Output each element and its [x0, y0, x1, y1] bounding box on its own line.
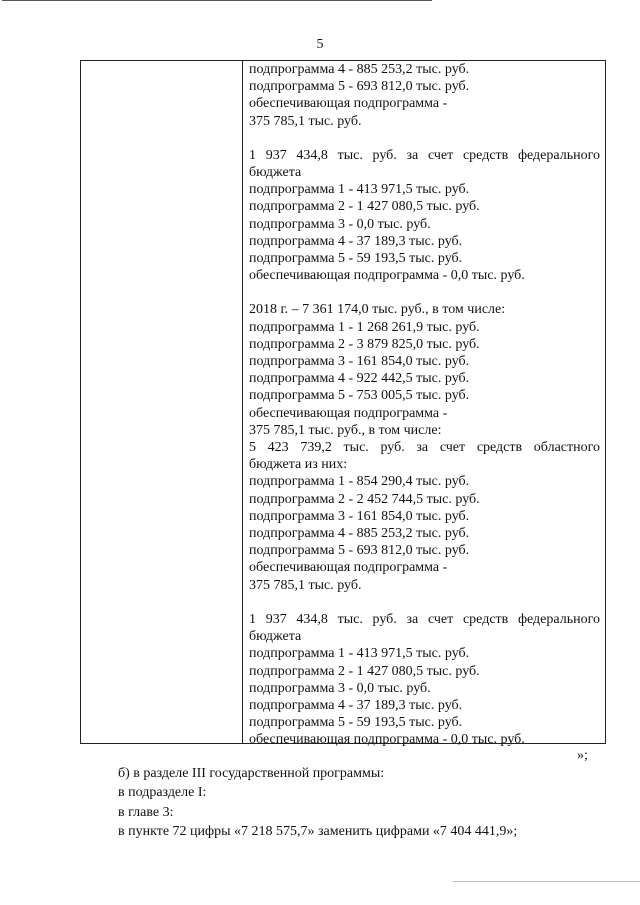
table-line: обеспечивающая подпрограмма - [249, 560, 448, 576]
amendment-line: в пункте 72 цифры «7 218 575,7» заменить цифрами «7 404 441,9»; [118, 823, 518, 839]
table-line: подпрограмма 5 - 59 193,5 тыс. руб. [249, 715, 463, 731]
table-line: подпрограмма 5 - 753 005,5 тыс. руб. [249, 388, 470, 404]
table-line: подпрограмма 3 - 161 854,0 тыс. руб. [249, 354, 470, 370]
table-line: подпрограмма 3 - 0,0 тыс. руб. [249, 216, 431, 232]
table-line: бюджета из них: [249, 457, 348, 473]
paragraph-gap [249, 284, 600, 301]
table-line: обеспечивающая подпрограмма - 0,0 тыс. руб. [249, 732, 525, 748]
table-line: 1 937 434,8 тыс. руб. за счет средств федерального [249, 611, 600, 627]
table-line: подпрограмма 3 - 0,0 тыс. руб. [249, 680, 431, 696]
table-line: подпрограмма 2 - 2 452 744,5 тыс. руб. [249, 491, 480, 507]
paragraph-gap [249, 130, 600, 147]
table-line: подпрограмма 1 - 413 971,5 тыс. руб. [249, 646, 470, 662]
table-line: 375 785,1 тыс. руб., в том числе: [249, 422, 442, 438]
funding-cell [249, 61, 600, 749]
table-line: подпрограмма 5 - 693 812,0 тыс. руб. [249, 543, 470, 559]
table-line: подпрограмма 2 - 1 427 080,5 тыс. руб. [249, 663, 480, 679]
top-rule [2, 0, 432, 1]
amendment-line: в подразделе I: [118, 785, 207, 801]
table-line: подпрограмма 4 - 37 189,3 тыс. руб. [249, 697, 463, 713]
amendment-text [118, 764, 517, 841]
table-line: обеспечивающая подпрограмма - [249, 405, 448, 421]
bottom-scan-mark [453, 881, 640, 882]
column-divider [242, 61, 243, 743]
table-line: обеспечивающая подпрограмма - [249, 96, 448, 112]
table-line: 1 937 434,8 тыс. руб. за счет средств федерального [249, 147, 600, 163]
table-line: подпрограмма 2 - 3 879 825,0 тыс. руб. [249, 336, 480, 352]
table-line: бюджета [249, 629, 302, 645]
closing-quote: »; [577, 748, 588, 763]
table-line: 375 785,1 тыс. руб. [249, 113, 362, 129]
table-line: подпрограмма 5 - 693 812,0 тыс. руб. [249, 79, 470, 95]
table-line: подпрограмма 1 - 413 971,5 тыс. руб. [249, 182, 470, 198]
table-line: подпрограмма 4 - 885 253,2 тыс. руб. [249, 526, 470, 542]
table-line: подпрограмма 4 - 922 442,5 тыс. руб. [249, 371, 470, 387]
amendment-line: в главе 3: [118, 804, 174, 820]
table-line: подпрограмма 5 - 59 193,5 тыс. руб. [249, 251, 463, 267]
funding-table [80, 60, 606, 748]
paragraph-gap [249, 594, 600, 611]
table-line: подпрограмма 4 - 885 253,2 тыс. руб. [249, 62, 470, 77]
table-line: подпрограмма 4 - 37 189,3 тыс. руб. [249, 233, 463, 249]
table-line: подпрограмма 3 - 161 854,0 тыс. руб. [249, 508, 470, 524]
page-number: 5 [316, 37, 324, 52]
table-line: подпрограмма 1 - 1 268 261,9 тыс. руб. [249, 319, 480, 335]
table-line: подпрограмма 2 - 1 427 080,5 тыс. руб. [249, 199, 480, 215]
amendment-line: б) в разделе III государственной программы: [118, 766, 385, 781]
table-line: 5 423 739,2 тыс. руб. за счет средств областного [249, 440, 600, 456]
table-line: подпрограмма 1 - 854 290,4 тыс. руб. [249, 474, 470, 490]
table-line: обеспечивающая подпрограмма - 0,0 тыс. руб. [249, 268, 525, 284]
table-line: 375 785,1 тыс. руб. [249, 577, 362, 593]
table-line: 2018 г. – 7 361 174,0 тыс. руб., в том числе: [249, 302, 506, 318]
table-line: бюджета [249, 165, 302, 181]
